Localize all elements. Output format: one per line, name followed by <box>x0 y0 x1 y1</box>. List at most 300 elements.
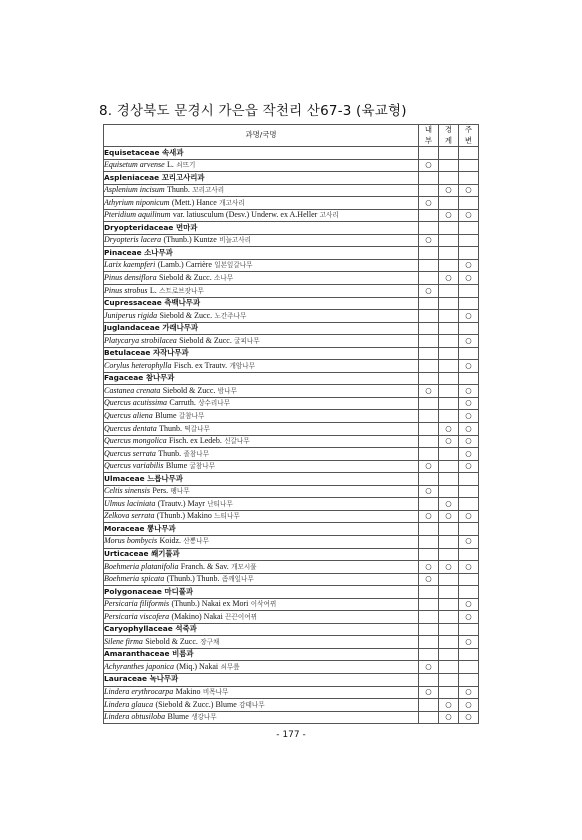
boundary-mark <box>439 598 459 611</box>
species-korean: 쇠뜨기 <box>176 161 196 170</box>
species-latin: Persicaria viscofera <box>104 611 170 621</box>
species-korean: 개고사리 <box>219 198 245 207</box>
species-korean: 장구채 <box>200 637 220 646</box>
inside-mark <box>419 335 439 348</box>
inside-mark <box>419 699 439 712</box>
species-row <box>104 498 479 511</box>
inside-mark: ○ <box>419 460 439 473</box>
species-korean: 난티나무 <box>207 499 233 508</box>
inside-mark <box>419 448 439 461</box>
surrounding-mark <box>459 485 479 498</box>
species-author: Makino <box>175 687 201 697</box>
family-name <box>104 147 419 160</box>
boundary-mark: ○ <box>439 272 459 285</box>
species-name <box>104 661 419 674</box>
family-empty-cell <box>439 623 459 636</box>
species-author: Blume <box>165 461 188 471</box>
family-name <box>104 586 419 599</box>
family-korean: 비름과 <box>172 649 194 659</box>
family-empty-cell <box>419 673 439 686</box>
family-empty-cell <box>459 247 479 260</box>
boundary-mark <box>439 285 459 298</box>
species-name <box>104 335 419 348</box>
species-row <box>104 435 479 448</box>
boundary-mark <box>439 259 459 272</box>
family-korean: 가래나무과 <box>162 323 199 333</box>
species-row <box>104 448 479 461</box>
species-row <box>104 661 479 674</box>
species-korean: 신갈나무 <box>224 437 250 446</box>
species-korean: 쇠무릎 <box>220 662 240 671</box>
boundary-mark: ○ <box>439 510 459 523</box>
table-body <box>104 147 479 724</box>
family-latin: Fagaceae <box>104 373 144 383</box>
species-name <box>104 485 419 498</box>
species-name <box>104 561 419 574</box>
family-empty-cell <box>459 673 479 686</box>
species-korean: 개모시풀 <box>231 562 257 571</box>
species-table <box>103 124 479 724</box>
species-name <box>104 184 419 197</box>
inside-mark: ○ <box>419 661 439 674</box>
family-empty-cell <box>439 297 459 310</box>
family-latin: Amaranthaceae <box>104 649 170 659</box>
species-row <box>104 360 479 373</box>
inside-mark <box>419 598 439 611</box>
page-title: 8. 경상북도 문경시 가은읍 작천리 산67-3 (육교형) <box>99 103 407 119</box>
inside-mark <box>419 435 439 448</box>
inside-mark <box>419 498 439 511</box>
species-name <box>104 711 419 724</box>
species-author: (Thunb.) Thunb. <box>166 574 220 584</box>
surrounding-mark <box>459 159 479 172</box>
species-author: Siebold & Zucc. <box>145 636 198 646</box>
family-name <box>104 347 419 360</box>
inside-mark: ○ <box>419 561 439 574</box>
family-empty-cell <box>439 586 459 599</box>
family-name <box>104 372 419 385</box>
species-name <box>104 510 419 523</box>
family-korean: 자작나무과 <box>152 348 189 358</box>
species-name <box>104 197 419 210</box>
surrounding-mark: ○ <box>459 209 479 222</box>
family-empty-cell <box>419 372 439 385</box>
species-row <box>104 259 479 272</box>
boundary-mark <box>439 234 459 247</box>
species-row <box>104 310 479 323</box>
inside-mark <box>419 423 439 436</box>
boundary-mark <box>439 310 459 323</box>
species-name <box>104 598 419 611</box>
surrounding-mark <box>459 573 479 586</box>
species-korean: 고사리 <box>319 211 339 220</box>
family-korean: 면마과 <box>175 222 198 232</box>
species-name <box>104 448 419 461</box>
family-empty-cell <box>419 297 439 310</box>
species-name <box>104 159 419 172</box>
species-name <box>104 410 419 423</box>
species-latin: Boehmeria spicata <box>104 574 165 584</box>
species-name <box>104 699 419 712</box>
species-korean: 좀깨잎나무 <box>221 575 254 584</box>
family-empty-cell <box>419 347 439 360</box>
family-empty-cell <box>419 623 439 636</box>
species-author: Franch. & Sav. <box>180 561 229 571</box>
family-name <box>104 673 419 686</box>
family-empty-cell <box>459 372 479 385</box>
family-empty-cell <box>419 648 439 661</box>
boundary-mark: ○ <box>439 561 459 574</box>
species-author: Thunb. <box>159 423 183 433</box>
species-row <box>104 699 479 712</box>
species-latin: Lindera obtusiloba <box>104 712 166 722</box>
family-empty-cell <box>419 523 439 536</box>
species-author: (Mett.) Hance <box>171 197 217 207</box>
family-empty-cell <box>419 222 439 235</box>
header-inside <box>419 125 439 147</box>
boundary-mark <box>439 485 459 498</box>
family-empty-cell <box>439 247 459 260</box>
inside-mark <box>419 360 439 373</box>
surrounding-mark: ○ <box>459 535 479 548</box>
species-latin: Lindera erythrocarpa <box>104 687 174 697</box>
family-latin: Betulaceae <box>104 348 151 358</box>
species-latin: Quercus mongolica <box>104 436 167 446</box>
species-korean: 밤나무 <box>217 386 237 395</box>
species-row <box>104 234 479 247</box>
species-latin: Pinus strobus <box>104 285 148 295</box>
species-author: (Thunb.) Makino <box>156 511 212 521</box>
species-korean: 개암나무 <box>229 361 255 370</box>
family-empty-cell <box>459 623 479 636</box>
family-row <box>104 548 479 561</box>
surrounding-mark: ○ <box>459 259 479 272</box>
table-header-row <box>104 125 479 147</box>
boundary-mark: ○ <box>439 699 459 712</box>
species-latin: Zelkova serrata <box>104 511 155 521</box>
species-row <box>104 561 479 574</box>
boundary-mark <box>439 686 459 699</box>
family-name <box>104 247 419 260</box>
family-name <box>104 548 419 561</box>
species-korean: 상수리나무 <box>198 399 231 408</box>
surrounding-mark <box>459 234 479 247</box>
boundary-mark <box>439 197 459 210</box>
species-author: L. <box>149 285 157 295</box>
species-name <box>104 423 419 436</box>
family-korean: 녹나무과 <box>149 674 179 684</box>
species-latin: Achyranthes japonica <box>104 661 174 671</box>
family-name <box>104 473 419 486</box>
inside-mark: ○ <box>419 385 439 398</box>
species-latin: Pinus densiflora <box>104 272 157 282</box>
inside-mark: ○ <box>419 285 439 298</box>
species-author: (Makino) Nakai <box>171 611 223 621</box>
family-empty-cell <box>439 473 459 486</box>
family-name <box>104 648 419 661</box>
species-latin: Celtis sinensis <box>104 486 151 496</box>
family-name <box>104 297 419 310</box>
family-empty-cell <box>419 322 439 335</box>
family-empty-cell <box>419 473 439 486</box>
species-latin: Athyrium niponicum <box>104 197 170 207</box>
family-empty-cell <box>459 322 479 335</box>
species-author: Siebold & Zucc. <box>162 385 216 395</box>
inside-mark <box>419 259 439 272</box>
boundary-mark: ○ <box>439 435 459 448</box>
family-empty-cell <box>459 473 479 486</box>
species-name <box>104 573 419 586</box>
species-row <box>104 686 479 699</box>
family-row <box>104 473 479 486</box>
surrounding-mark <box>459 498 479 511</box>
family-row <box>104 673 479 686</box>
species-latin: Quercus variabilis <box>104 461 164 471</box>
header-surrounding <box>459 125 479 147</box>
species-author: var. latiusculum (Desv.) Underw. ex A.Heller <box>172 210 318 220</box>
family-latin: Lauraceae <box>104 674 147 684</box>
boundary-mark <box>439 360 459 373</box>
species-korean: 굴참나무 <box>189 462 216 471</box>
family-name <box>104 623 419 636</box>
species-latin: Quercus dentata <box>104 423 157 433</box>
species-name <box>104 435 419 448</box>
family-empty-cell <box>439 372 459 385</box>
family-row <box>104 623 479 636</box>
species-author: Carruth. <box>169 398 196 408</box>
inside-mark <box>419 611 439 624</box>
header-surrounding-label: 주 변 <box>464 125 473 145</box>
species-row <box>104 598 479 611</box>
surrounding-mark: ○ <box>459 699 479 712</box>
family-empty-cell <box>459 347 479 360</box>
inside-mark <box>419 272 439 285</box>
boundary-mark <box>439 159 459 172</box>
species-latin: Persicaria filiformis <box>104 599 170 609</box>
species-korean: 비목나무 <box>202 688 229 697</box>
inside-mark <box>419 535 439 548</box>
species-korean: 느티나무 <box>214 512 240 521</box>
species-row <box>104 423 479 436</box>
surrounding-mark: ○ <box>459 310 479 323</box>
family-empty-cell <box>419 548 439 561</box>
surrounding-mark: ○ <box>459 510 479 523</box>
species-author: (Thunb.) Nakai ex Mori <box>171 599 249 609</box>
species-row <box>104 397 479 410</box>
species-korean: 이삭여뀌 <box>250 600 277 609</box>
inside-mark <box>419 184 439 197</box>
surrounding-mark: ○ <box>459 410 479 423</box>
family-latin: Caryophyllaceae <box>104 624 173 634</box>
species-author: Pers. <box>152 486 169 496</box>
boundary-mark: ○ <box>439 711 459 724</box>
species-name <box>104 460 419 473</box>
family-latin: Moraceae <box>104 523 145 533</box>
family-empty-cell <box>439 648 459 661</box>
species-author: Fisch. ex Trautv. <box>173 360 228 370</box>
surrounding-mark: ○ <box>459 611 479 624</box>
inside-mark <box>419 397 439 410</box>
species-latin: Quercus serrata <box>104 448 156 458</box>
family-row <box>104 222 479 235</box>
family-empty-cell <box>459 147 479 160</box>
surrounding-mark: ○ <box>459 435 479 448</box>
surrounding-mark: ○ <box>459 561 479 574</box>
inside-mark: ○ <box>419 510 439 523</box>
boundary-mark <box>439 460 459 473</box>
species-latin: Quercus aliena <box>104 411 153 420</box>
species-row <box>104 711 479 724</box>
species-name <box>104 397 419 410</box>
family-empty-cell <box>459 586 479 599</box>
inside-mark: ○ <box>419 686 439 699</box>
inside-mark <box>419 410 439 423</box>
boundary-mark <box>439 611 459 624</box>
inside-mark <box>419 711 439 724</box>
family-latin: Pinaceae <box>104 247 142 257</box>
species-author: Thunb. <box>167 185 190 195</box>
species-korean: 스트로브잣나무 <box>159 286 204 295</box>
family-row <box>104 648 479 661</box>
species-name <box>104 234 419 247</box>
species-korean: 갈참나무 <box>178 412 205 420</box>
family-empty-cell <box>439 548 459 561</box>
species-latin: Ulmus laciniata <box>104 498 156 508</box>
species-author: Siebold & Zucc. <box>179 335 232 345</box>
family-korean: 속새과 <box>162 147 184 157</box>
family-latin: Polygonaceae <box>104 586 162 596</box>
boundary-mark: ○ <box>439 209 459 222</box>
species-row <box>104 272 479 285</box>
family-korean: 느릅나무과 <box>147 473 183 483</box>
family-name <box>104 172 419 185</box>
family-empty-cell <box>459 648 479 661</box>
boundary-mark <box>439 385 459 398</box>
species-korean: 일본잎갈나무 <box>214 261 253 270</box>
family-row <box>104 297 479 310</box>
family-latin: Ulmaceae <box>104 473 145 483</box>
species-row <box>104 460 479 473</box>
species-author: Siebold & Zucc. <box>159 272 212 282</box>
surrounding-mark: ○ <box>459 397 479 410</box>
species-latin: Quercus acutissima <box>104 398 168 408</box>
species-row <box>104 197 479 210</box>
species-author: (Thunb.) Kuntze <box>163 235 217 245</box>
header-boundary-label: 경 계 <box>444 125 453 145</box>
species-latin: Juniperus rigida <box>104 310 158 320</box>
family-row <box>104 372 479 385</box>
family-korean: 참나무과 <box>145 373 175 383</box>
species-author: Thunb. <box>158 448 182 458</box>
species-latin: Morus bombycis <box>104 536 158 546</box>
species-korean: 팽나무 <box>170 487 190 496</box>
boundary-mark: ○ <box>439 184 459 197</box>
inside-mark <box>419 209 439 222</box>
header-inside-label: 내 부 <box>424 125 433 145</box>
species-latin: Larix kaempferi <box>104 260 156 270</box>
family-empty-cell <box>419 172 439 185</box>
family-row <box>104 147 479 160</box>
inside-mark <box>419 310 439 323</box>
surrounding-mark: ○ <box>459 360 479 373</box>
species-name <box>104 285 419 298</box>
species-row <box>104 159 479 172</box>
species-row <box>104 485 479 498</box>
inside-mark: ○ <box>419 197 439 210</box>
boundary-mark <box>439 573 459 586</box>
species-author: (Trautv.) Mayr <box>157 498 205 508</box>
family-latin: Aspleniaceae <box>104 172 160 182</box>
boundary-mark: ○ <box>439 423 459 436</box>
inside-mark: ○ <box>419 485 439 498</box>
species-korean: 소나무 <box>214 273 234 282</box>
species-row <box>104 573 479 586</box>
surrounding-mark: ○ <box>459 184 479 197</box>
species-row <box>104 611 479 624</box>
family-empty-cell <box>439 222 459 235</box>
boundary-mark <box>439 335 459 348</box>
species-name <box>104 636 419 649</box>
family-empty-cell <box>459 548 479 561</box>
boundary-mark <box>439 636 459 649</box>
family-korean: 뽕나무과 <box>147 523 176 533</box>
surrounding-mark: ○ <box>459 423 479 436</box>
family-latin: Urticaceae <box>104 549 149 559</box>
family-korean: 측백나무과 <box>164 298 201 308</box>
species-name <box>104 360 419 373</box>
surrounding-mark <box>459 661 479 674</box>
surrounding-mark: ○ <box>459 272 479 285</box>
species-author: (Siebold & Zucc.) Blume <box>155 699 237 709</box>
surrounding-mark: ○ <box>459 448 479 461</box>
surrounding-mark: ○ <box>459 636 479 649</box>
family-empty-cell <box>459 297 479 310</box>
family-empty-cell <box>419 586 439 599</box>
family-row <box>104 247 479 260</box>
species-korean: 졸참나무 <box>183 449 210 458</box>
family-empty-cell <box>459 172 479 185</box>
species-latin: Corylus heterophylla <box>104 360 172 370</box>
family-empty-cell <box>439 523 459 536</box>
species-row <box>104 510 479 523</box>
species-latin: Platycarya strobilacea <box>104 335 177 345</box>
species-korean: 비늘고사리 <box>219 236 252 245</box>
species-latin: Lindera glauca <box>104 699 154 709</box>
species-author: Blume <box>155 411 177 420</box>
family-name <box>104 222 419 235</box>
species-korean: 굴피나무 <box>234 336 260 345</box>
family-row <box>104 322 479 335</box>
species-author: Siebold & Zucc. <box>159 310 213 320</box>
species-korean: 꼬리고사리 <box>192 186 225 195</box>
species-row <box>104 636 479 649</box>
boundary-mark: ○ <box>439 498 459 511</box>
species-korean: 생강나무 <box>191 713 217 722</box>
header-name: 과명/국명 <box>104 125 419 147</box>
family-korean: 쐐기풀과 <box>151 549 180 559</box>
species-korean: 노간주나무 <box>214 311 247 320</box>
page-number: - 177 - <box>276 730 306 740</box>
family-name <box>104 322 419 335</box>
species-name <box>104 272 419 285</box>
species-korean: 감태나무 <box>239 700 265 709</box>
species-latin: Castanea crenata <box>104 385 161 395</box>
species-author: L. <box>167 160 174 170</box>
species-korean: 산뽕나무 <box>183 537 209 546</box>
species-author: (Lamb.) Carrière <box>157 260 212 270</box>
family-empty-cell <box>439 347 459 360</box>
species-row <box>104 535 479 548</box>
